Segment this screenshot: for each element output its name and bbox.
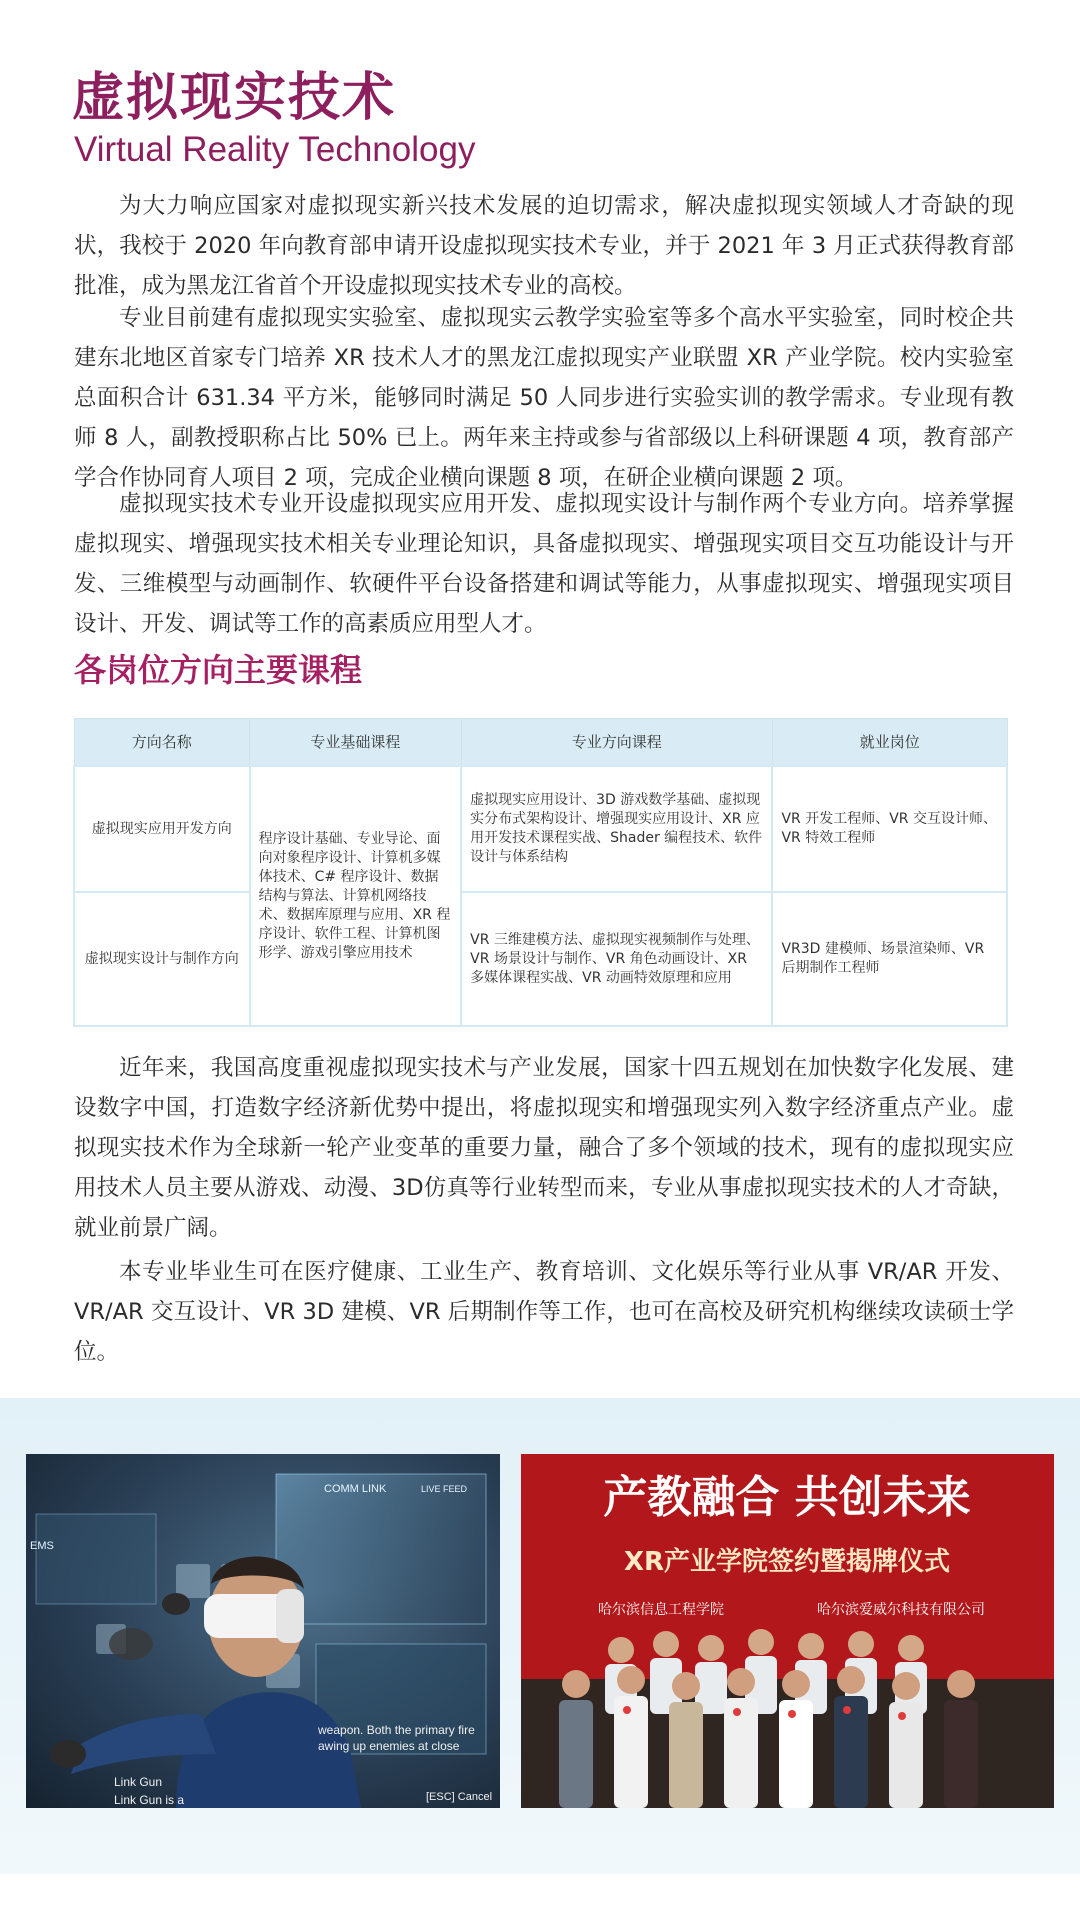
banner-org-left: 哈尔滨信息工程学院 [598,1602,724,1618]
page-subtitle: Virtual Reality Technology [74,130,476,169]
hud-text-line-5: [ESC] Cancel [426,1791,493,1803]
intro-paragraph-1: 为大力响应国家对虚拟现实新兴技术发展的迫切需求，解决虚拟现实领域人才奇缺的现状，我校于 2020 年向教育部申请开设虚拟现实技术专业，并于 2021 年 3 月正式获得教育部批准，成为黑龙江省首个开设虚拟现实技术专业的高校。 [74,193,1014,299]
basic-courses-cell: 程序设计基础、专业导论、面向对象程序设计、计算机多媒体技术、C# 程序设计、数据结构与算法、计算机网络技术、数据库原理与应用、XR 程序设计、软件工程、计算机图形学、游戏引擎应用技术 [250,766,462,1026]
table-row [74,892,1007,1026]
intro-paragraph-2: 专业目前建有虚拟现实实验室、虚拟现实云教学实验室等多个高水平实验室，同时校企共建东北地区首家专门培养 XR 技术人才的黑龙江虚拟现实产业联盟 XR 产业学院。校内实验室总面积合计 631.34 平方米，能够同时满足 50 人同步进行实验实训的教学需求。专业现有教师 8 人，副教授职称占比 50% 已上。两年来主持或参与省部级以上科研课题 4 项，教育部产学合作协同育人项目 2 项，完成企业横向课题 8 项，在研企业横向课题 2 项。 [74,305,1014,491]
vr-scene-illustration [26,1454,500,1808]
hud-label-comm: COMM LINK [324,1483,387,1495]
outlook-paragraph-2: 本专业毕业生可在医疗健康、工业生产、教育培训、文化娱乐等行业从事 VR/AR 开发、VR/AR 交互设计、VR 3D 建模、VR 后期制作等工作，也可在高校及研究机构继续攻读硕士学位。 [74,1259,1014,1365]
hud-label-feed: LIVE FEED [421,1484,468,1494]
hud-text-line-1: weapon. Both the primary fire [318,1723,475,1737]
banner-org-right: 哈尔滨爱威尔科技有限公司 [817,1602,985,1618]
ceremony-group-photo [521,1454,1054,1808]
ceremony-scene-illustration [521,1454,1054,1808]
hud-text-line-3: Link Gun [114,1775,163,1789]
vr-student-photo [26,1454,500,1808]
table-row [74,766,1007,892]
intro-paragraph-3: 虚拟现实技术专业开设虚拟现实应用开发、虚拟现实设计与制作两个专业方向。培养掌握虚拟现实、增强现实技术相关专业理论知识，具备虚拟现实、增强现实项目交互功能设计与开发、三维模型与动画制作、软硬件平台设备搭建和调试等能力，从事虚拟现实、增强现实项目设计、开发、调试等工作的高素质应用型人才。 [74,491,1014,637]
hud-text-line-2: awing up enemies at close [318,1739,460,1753]
banner-main-text: 产教融合 共创未来 [603,1472,971,1523]
header-basic-courses: 专业基础课程 [250,719,462,767]
header-direction: 方向名称 [74,719,250,767]
page-title: 虚拟现实技术 [72,68,397,128]
header-major-courses: 专业方向课程 [461,719,772,767]
direction-cell: 虚拟现实设计与制作方向 [74,892,250,1026]
header-jobs: 就业岗位 [772,719,1007,767]
major-courses-cell: 虚拟现实应用设计、3D 游戏数学基础、虚拟现实分布式架构设计、增强现实应用设计、XR 应用开发技术课程实战、Shader 编程技术、软件设计与体系结构 [461,766,772,892]
outlook-paragraph-1: 近年来，我国高度重视虚拟现实技术与产业发展，国家十四五规划在加快数字化发展、建设数字中国，打造数字经济新优势中提出，将虚拟现实和增强现实列入数字经济重点产业。虚拟现实技术作为全球新一轮产业变革的重要力量，融合了多个领域的技术，现有的虚拟现实应用技术人员主要从游戏、动漫、3D仿真等行业转型而来，专业从事虚拟现实技术的人才奇缺，就业前景广阔。 [74,1055,1014,1241]
direction-cell: 虚拟现实应用开发方向 [74,766,250,892]
section-title-courses: 各岗位方向主要课程 [74,651,363,689]
banner-sub-text: XR产业学院签约暨揭牌仪式 [623,1547,951,1577]
table-header-row [74,719,1007,767]
major-courses-cell: VR 三维建模方法、虚拟现实视频制作与处理、VR 场景设计与制作、VR 角色动画设计、XR 多媒体课程实战、VR 动画特效原理和应用 [461,892,772,1026]
jobs-cell: VR 开发工程师、VR 交互设计师、VR 特效工程师 [772,766,1007,892]
jobs-cell: VR3D 建模师、场景渲染师、VR 后期制作工程师 [772,892,1007,1026]
hud-label-ems: EMS [30,1540,54,1552]
course-table [73,718,1008,1027]
hud-text-line-4: Link Gun is a [114,1793,185,1807]
